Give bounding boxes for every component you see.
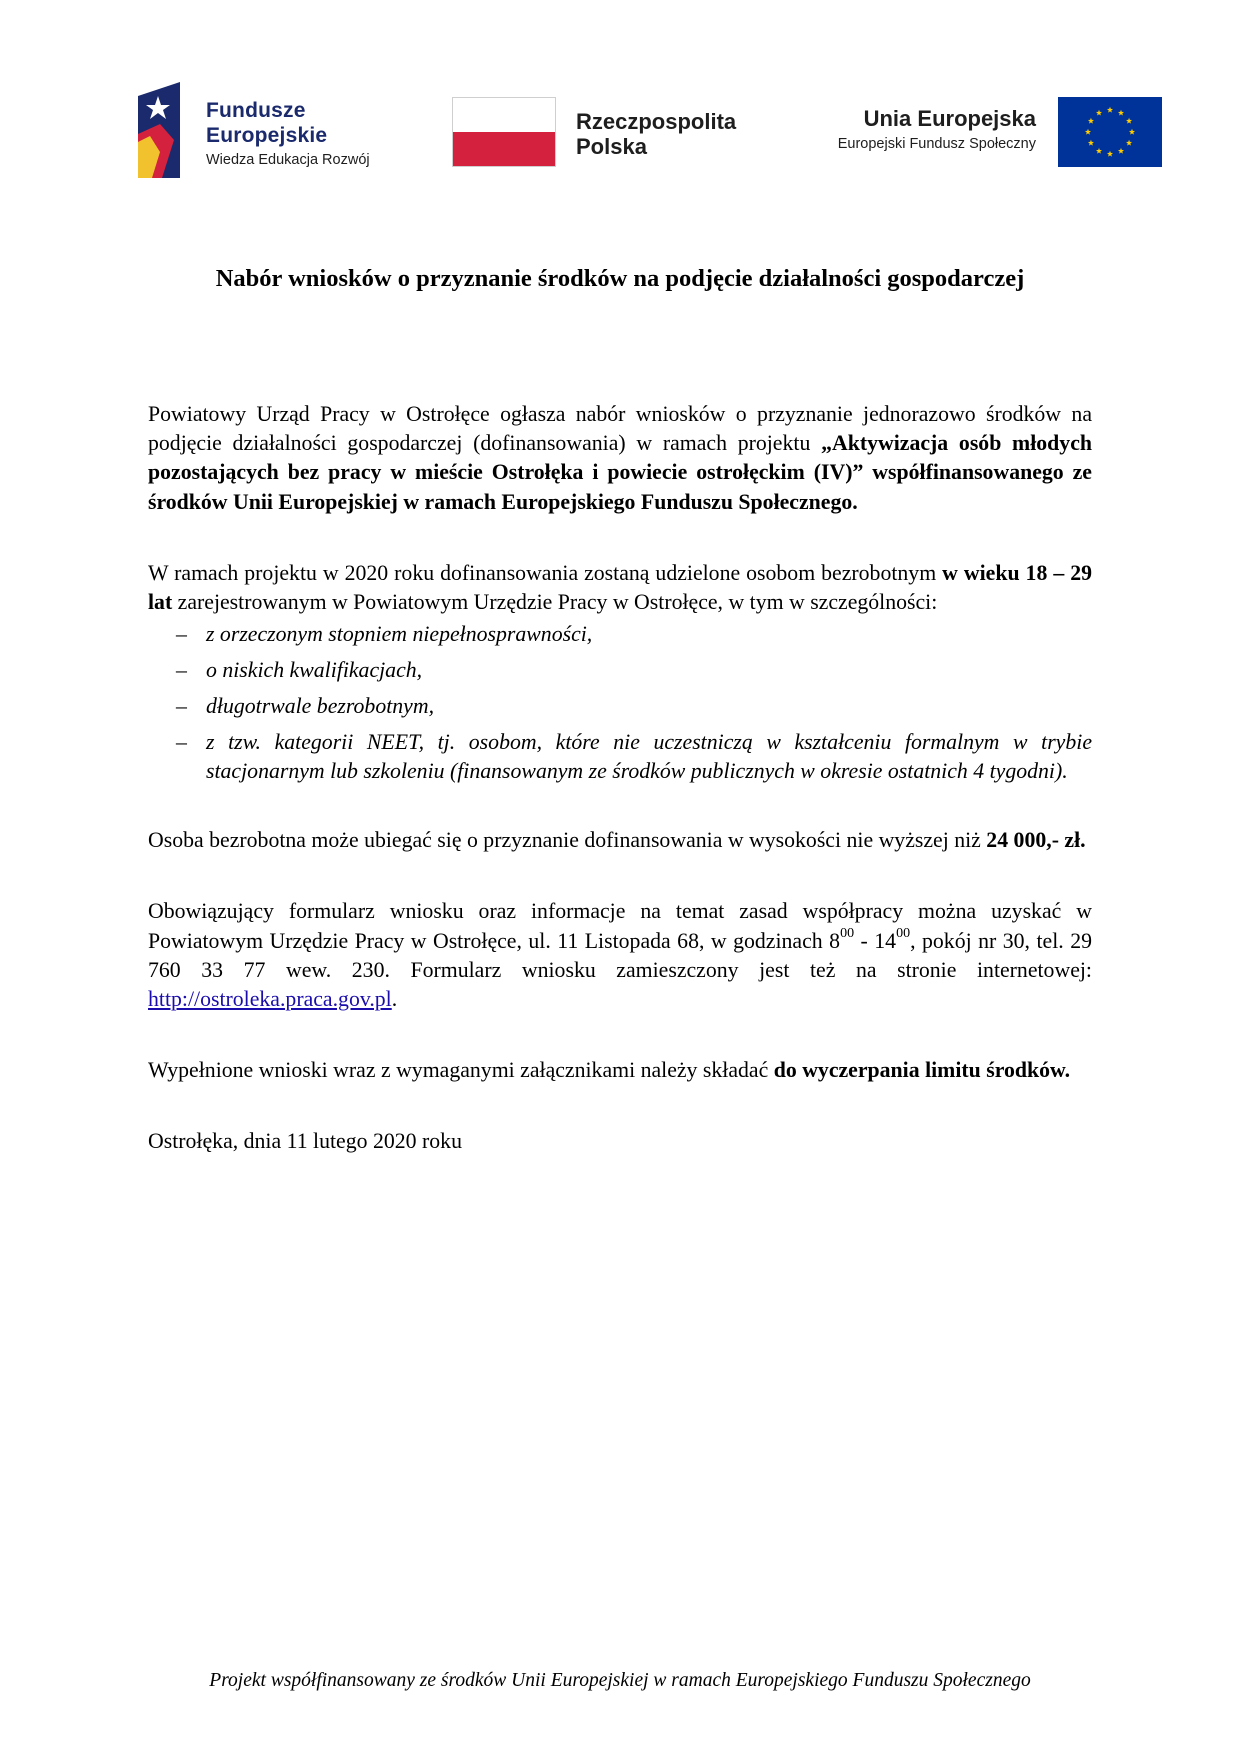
page-footer: Projekt współfinansowany ze środków Unii Europejskiej w ramach Europejskiego Funduszu Społecznego <box>209 1670 1031 1691</box>
project-name: „Aktywizacja osób młodych pozostających bez pracy w mieście Ostrołęka i powiecie ostrołęckim (IV)” współfinansowanego ze środków Unii Europejskiej w ramach Europejskiego Funduszu Społecznego. <box>148 431 1092 514</box>
contact-text-4: . <box>391 987 398 1012</box>
document-title: Nabór wniosków o przyznanie środków na podjęcie działalności gospodarczej <box>215 265 1025 292</box>
rp-line-1: Rzeczpospolita <box>576 109 737 134</box>
list-item: – z tzw. kategorii NEET, tj. osobom, które nie uczestniczą w kształceniu formalnym w trybie stacjonarnym lub szkoleniu (finansowanym ze środków publicznych w okresie ostatnich 4 tygodni). <box>148 728 1092 786</box>
rzeczpospolita-polska-text <box>576 109 736 159</box>
fe-line-3: Wiedza Edukacja Rozwój <box>206 152 370 168</box>
document-body <box>148 400 1092 1157</box>
list-item: – z orzeczonym stopniem niepełnosprawności, <box>148 620 1092 649</box>
unia-europejska-text <box>838 105 1036 155</box>
website-link[interactable]: http://ostroleka.praca.gov.pl <box>148 987 392 1012</box>
fundusze-europejskie-mark-icon <box>138 82 186 178</box>
deadline-paragraph <box>148 1056 1092 1085</box>
max-amount: 24 000,- zł. <box>986 828 1086 853</box>
age-range: w wieku 18 – 29 lat <box>148 560 1092 615</box>
list-item: – długotrwale bezrobotnym, <box>148 692 1092 721</box>
ue-line-2: Europejski Fundusz Społeczny <box>837 136 1036 152</box>
deadline-text: Wypełnione wnioski wraz z wymaganymi załącznikami należy składać <box>148 1058 774 1083</box>
contact-text-1: Obowiązujący formularz wniosku oraz informacje na temat zasad współpracy można uzyskać w Powiatowym Urzędzie Pracy w Ostrołęce, ul. 11 Listopada 68, w godzinach 8 <box>148 899 1092 953</box>
date-line: Ostrołęka, dnia 11 lutego 2020 roku <box>148 1129 462 1154</box>
deadline-bold: do wyczerpania limitu środków. <box>773 1058 1071 1083</box>
contact-paragraph <box>148 897 1092 1014</box>
contact-text-3: , pokój nr 30, tel. 29 760 33 77 wew. 230. Formularz wniosku zamieszczony jest też na stronie internetowej: <box>148 928 1092 982</box>
eu-flag-icon <box>1058 97 1162 167</box>
rp-line-2: Polska <box>576 134 647 159</box>
fe-line-2: Europejskie <box>206 124 328 147</box>
fundusze-europejskie-logo <box>138 82 398 182</box>
fundusze-europejskie-text <box>206 98 370 172</box>
intro-text: Powiatowy Urząd Pracy w Ostrołęce ogłasza nabór wniosków o przyznanie jednorazowo środków na podjęcie działalności gospodarczej (dofinansowania) w ramach projektu <box>148 402 1092 456</box>
hours-end-sup: 00 <box>896 926 911 942</box>
fe-line-1: Fundusze <box>206 99 306 122</box>
eligibility-paragraph <box>148 559 1092 617</box>
eligibility-text-1: W ramach projektu w 2020 roku dofinansowania zostaną udzielone osobom bezrobotnym <box>148 560 943 585</box>
list-item: – o niskich kwalifikacjach, <box>148 656 1092 685</box>
contact-text-2: - 14 <box>854 928 897 953</box>
eligibility-text-2: zarejestrowanym w Powiatowym Urzędzie Pracy w Ostrołęce, w tym w szczególności: <box>172 590 938 615</box>
ue-line-1: Unia Europejska <box>863 106 1036 131</box>
unia-europejska-logo <box>812 97 1162 169</box>
logo-header <box>0 0 1240 200</box>
polish-flag-icon <box>452 97 556 167</box>
eligibility-list <box>148 620 1092 786</box>
amount-paragraph <box>148 826 1092 855</box>
rzeczpospolita-polska-logo <box>452 97 772 171</box>
intro-paragraph <box>148 400 1092 517</box>
hours-start-sup: 00 <box>840 926 855 942</box>
amount-text: Osoba bezrobotna może ubiegać się o przyznanie dofinansowania w wysokości nie wyższej niż <box>148 828 987 853</box>
